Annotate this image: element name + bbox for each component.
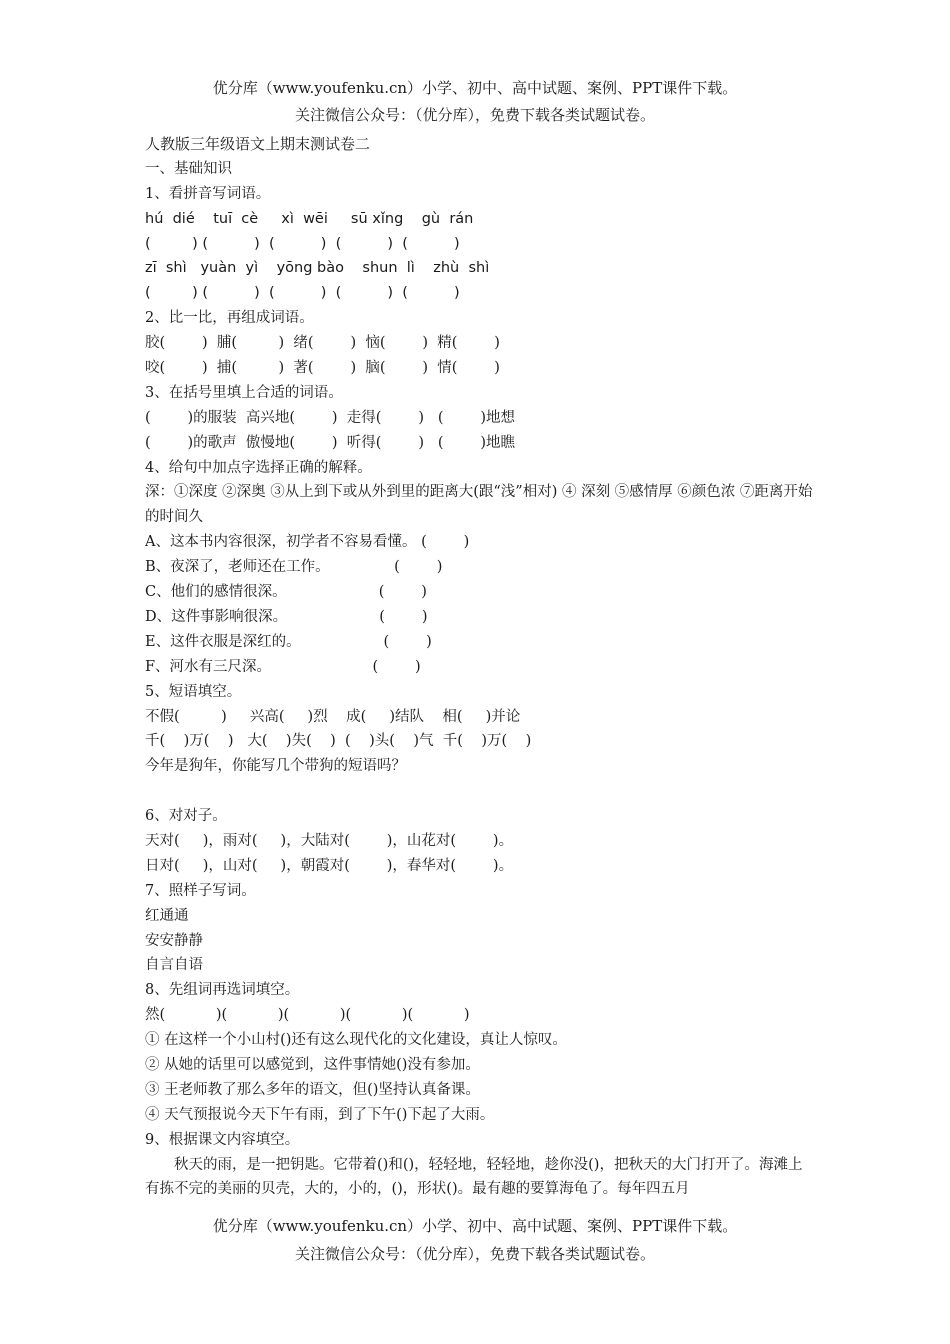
section-title: 一、基础知识: [145, 160, 232, 177]
q3-title: 3、在括号里填上合适的词语。: [145, 384, 343, 401]
q1-pinyin-row-2: zī shì yuàn yì yōng bào shun lì zhù shì: [145, 260, 490, 277]
q1-pinyin-row-1: hú dié tuī cè xì wēi sū xǐng gù rán: [145, 210, 474, 227]
q8-sentence-3: ③ 王老师教了那么多年的语文，但()坚持认真备课。: [145, 1081, 480, 1098]
q8-sentence-2: ② 从她的话里可以感觉到，这件事情她()没有参加。: [145, 1056, 480, 1073]
header-line-2: 关注微信公众号：（优分库），免费下载各类试题试卷。: [294, 106, 655, 124]
q9-title: 9、根据课文内容填空。: [145, 1131, 300, 1148]
q8-sentence-4: ④ 天气预报说今天下午有雨，到了下午()下起了大雨。: [145, 1106, 495, 1123]
q2-row-2: 咬( ) 捕( ) 著( ) 脑( ) 情( ): [145, 360, 500, 377]
footer-line-2: 关注微信公众号：（优分库），免费下载各类试题试卷。: [294, 1245, 655, 1263]
q5-row-1: 不假( ) 兴高( )烈 成( )结队 相( )并论: [145, 708, 521, 725]
q1-blank-row-2: ( ) ( ) ( ) ( ) ( ): [145, 285, 460, 302]
q2-row-1: 胶( ) 脯( ) 绪( ) 恼( ) 精( ): [145, 335, 500, 352]
q6-row-1: 天对( )，雨对( )，大陆对( )，山花对( )。: [145, 832, 514, 849]
q4-item-b: B、夜深了，老师还在工作。 ( ): [145, 559, 443, 576]
q1-title: 1、看拼音写词语。: [145, 185, 271, 202]
q4-item-c: C、他们的感情很深。 ( ): [145, 584, 427, 601]
q7-example-2: 安安静静: [145, 932, 203, 949]
q8-title: 8、先组词再选词填空。: [145, 982, 300, 999]
q6-row-2: 日对( )，山对( )，朝霞对( )，春华对( )。: [145, 857, 514, 874]
doc-title: 人教版三年级语文上期末测试卷二: [145, 135, 371, 153]
q8-word-row: 然( )( )( )( )( ): [145, 1007, 470, 1024]
q3-row-2: ( )的歌声 傲慢地( ) 听得( ) ( )地瞧: [145, 434, 516, 451]
q3-row-1: ( )的服装 高兴地( ) 走得( ) ( )地想: [145, 409, 516, 426]
q7-example-1: 红通通: [145, 907, 189, 924]
q9-paragraph: 秋天的雨，是一把钥匙。它带着()和()，轻轻地，轻轻地，趁你没()，把秋天的大门打开了。海滩上有拣不完的美丽的贝壳，大的，小的，()，形状()。最有趣的要算海龟了。每年四五月: [145, 1156, 803, 1198]
q8-sentence-1: ① 在这样一个小山村()还有这么现代化的文化建设，真让人惊叹。: [145, 1032, 567, 1049]
q5-row-2: 千( )万( ) 大( )失( ) ( )头( )气 千( )万( ): [145, 733, 532, 750]
q5-row-3: 今年是狗年，你能写几个带狗的短语吗？: [145, 758, 406, 775]
q4-item-d: D、这件事影响很深。 ( ): [145, 608, 428, 625]
q4-definitions: 深：①深度 ②深奥 ③从上到下或从外到里的距离大(跟“浅”相对) ④ 深刻 ⑤感情厚 ⑥颜色浓 ⑦距离开始的时间久: [145, 484, 813, 526]
q7-title: 7、照样子写词。: [145, 882, 256, 899]
q4-item-a: A、这本书内容很深，初学者不容易看懂。 ( ): [145, 534, 470, 551]
footer-line-1: 优分库（www.youfenku.cn）小学、初中、高中试题、案例、PPT课件下载。: [212, 1217, 738, 1235]
header-line-1: 优分库（www.youfenku.cn）小学、初中、高中试题、案例、PPT课件下载。: [212, 79, 738, 97]
q1-blank-row-1: ( ) ( ) ( ) ( ) ( ): [145, 235, 460, 252]
document-body: [145, 132, 813, 1202]
blank-line: [145, 779, 813, 804]
q6-title: 6、对对子。: [145, 808, 227, 825]
q4-title: 4、给句中加点字选择正确的解释。: [145, 459, 372, 476]
q5-title: 5、短语填空。: [145, 683, 242, 700]
q4-item-f: F、河水有三尺深。 ( ): [145, 658, 421, 675]
q4-item-e: E、这件衣服是深红的。 ( ): [145, 633, 432, 650]
q7-example-3: 自言自语: [145, 957, 203, 974]
q2-title: 2、比一比，再组成词语。: [145, 310, 314, 327]
